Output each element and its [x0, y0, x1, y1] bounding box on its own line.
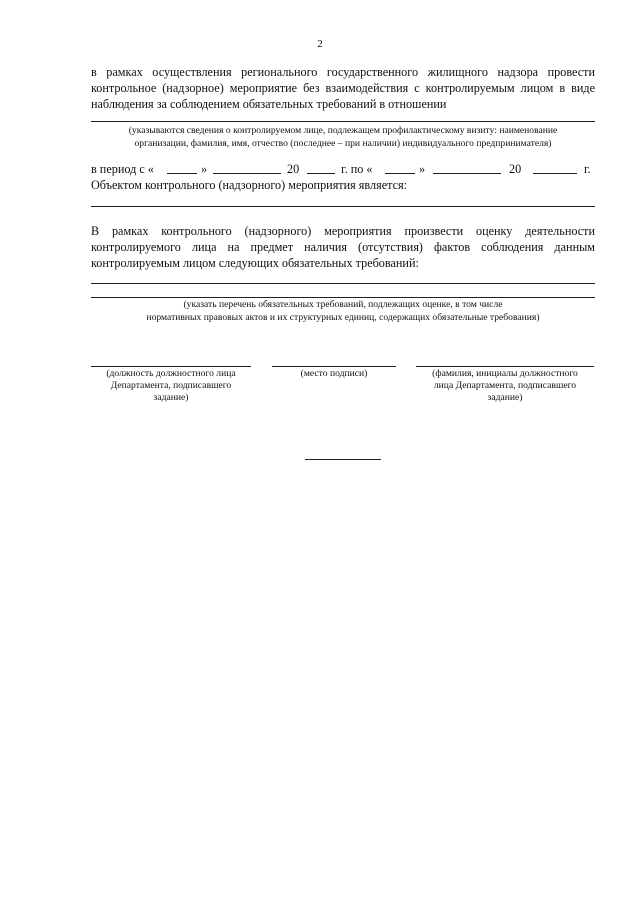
signature-position-caption-line3: задание) [153, 392, 189, 403]
period-year-to-blank [533, 173, 577, 174]
rule-requirements-1 [91, 283, 595, 284]
period-prefix: в период с « [91, 162, 154, 176]
signature-place-caption-line1: (место подписи) [300, 368, 368, 379]
period-year-from: 20 [287, 162, 300, 176]
signature-place-line [272, 366, 396, 367]
caption-requirements [91, 298, 595, 324]
period-month-to-blank [433, 173, 501, 174]
signature-name-line [416, 366, 594, 367]
period-day-to-blank [385, 173, 415, 174]
paragraph-intro: в рамках осуществления регионального государственного жилищного надзора провести контрольное (надзорное) мероприятие без взаимодействия с контролируемым лицом в виде наблюдения за соблюдением обязательных требований в отношении [91, 65, 595, 111]
signature-position-caption [91, 368, 251, 404]
signature-name-caption-line1: (фамилия, инициалы должностного [432, 368, 578, 379]
rule-controlled-person [91, 121, 595, 122]
object-line: Объектом контрольного (надзорного) мероприятия является: [91, 178, 407, 192]
signature-name-caption-line2: лица Департамента, подписавшего [433, 380, 577, 391]
caption-controlled-person-line1: (указываются сведения о контролируемом лице, подлежащем профилактическому визиту: наименование [128, 125, 558, 136]
signature-place-caption [272, 368, 396, 380]
caption-controlled-person [91, 124, 595, 150]
period-suffix: г. [584, 162, 591, 176]
period-year-to: 20 [509, 162, 522, 176]
signature-position-caption-line1: (должность должностного лица [106, 368, 236, 379]
paragraph-requirements: В рамках контрольного (надзорного) мероприятия произвести оценку деятельности контролируемого лица на предмет наличия (отсутствия) фактов соблюдения данным контролируемым лицом следующих обязательных требований: [91, 224, 595, 270]
signature-position-line [91, 366, 251, 367]
period-middle: г. по « [341, 162, 373, 176]
caption-requirements-line2: нормативных правовых актов и их структурных единиц, содержащих обязательные требования) [146, 312, 540, 323]
period-year-from-blank [307, 173, 335, 174]
signature-name-caption-line3: задание) [487, 392, 523, 403]
period-month-from-blank [213, 173, 281, 174]
page-number: 2 [317, 38, 323, 50]
caption-controlled-person-line2: организации, фамилия, имя, отчество (последнее – при наличии) индивидуального предпринимателя) [134, 138, 552, 149]
caption-requirements-line1: (указать перечень обязательных требований, подлежащих оценке, в том числе [183, 299, 503, 310]
signature-name-caption [416, 368, 594, 404]
period-close-quote-2: » [419, 162, 426, 176]
period-close-quote-1: » [201, 162, 208, 176]
end-mark [305, 459, 381, 460]
period-day-from-blank [167, 173, 197, 174]
signature-position-caption-line2: Департамента, подписавшего [110, 380, 232, 391]
rule-object [91, 206, 595, 207]
